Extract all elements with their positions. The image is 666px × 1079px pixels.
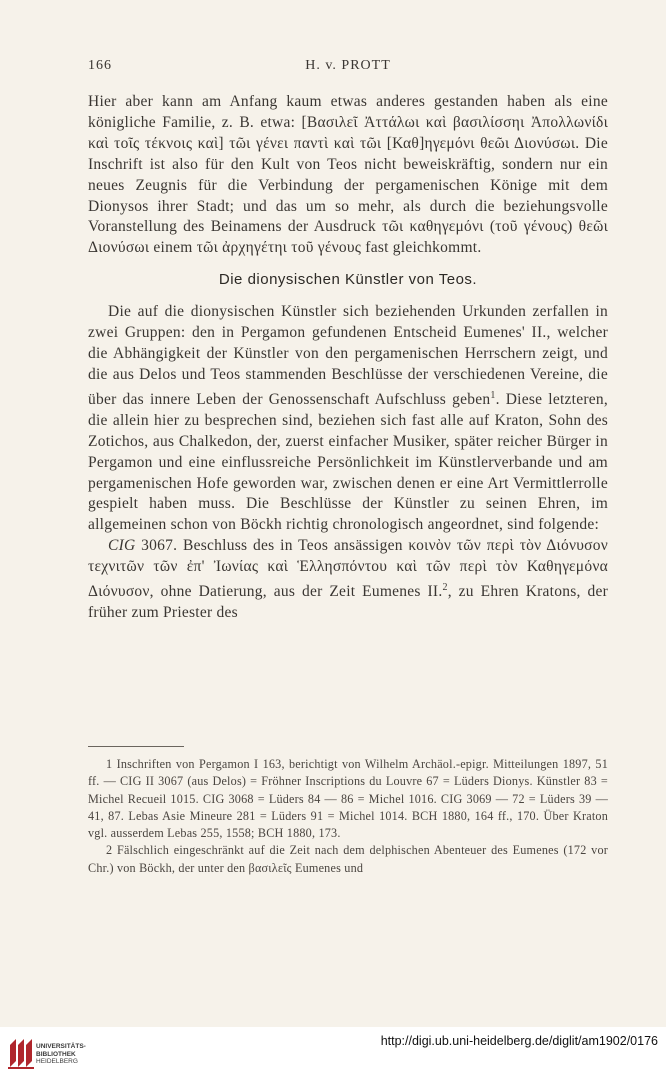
library-name-line-2: BIBLIOTHEK [36, 1050, 76, 1058]
footnote-marker-1[interactable]: 1 [490, 389, 496, 401]
paragraph-2 [88, 302, 608, 536]
footnote-1: 1 Inschriften von Pergamon I 163, berichtigt von Wilhelm Archäol.-epigr. Mitteilungen 1897, 51 ff. — CIG II 3067 (aus Delos) = Fröhner Inscriptions du Louvre 67 = Lüders Dionys. Künstler 83 = Michel Recueil 1015. CIG 3068 = Lüders 84 — 86 = Michel 1016. CIG 3069 — 72 = Lüders 39 — 41, 87. Lebas Asie Mineure 281 = Lüders 91 = Michel 1014. BCH 1880, 164 ff., 170. Über Kraton vgl. ausserdem Lebas 255, 1558; BCH 1880, 173. [88, 757, 608, 841]
permalink-url[interactable]: http://digi.ub.uni-heidelberg.de/diglit/am1902/0176 [380, 1034, 658, 1048]
running-head: H. v. PROTT [305, 58, 391, 73]
paragraph-3-text-a: 3067. Beschluss des in Teos ansässigen κοινὸν τῶν περὶ τὸν Διόνυσον τεχνιτῶν τῶν ἐπ' Ἰωνίας καὶ Ἑλλησπόντου καὶ τῶν περὶ τὸν Καθηγεμόνα Διόνυσον, ohne Datierung, aus der Zeit Eumenes II. [88, 537, 608, 601]
library-name [36, 1043, 86, 1066]
paragraph-3 [88, 536, 608, 624]
page-header [88, 58, 608, 80]
library-logo[interactable] [8, 1037, 88, 1071]
cig-abbrev: CIG [108, 537, 136, 555]
viewer-footer [0, 1027, 666, 1079]
library-name-line-1: UNIVERSITÄTS- [36, 1043, 86, 1050]
footnote-2: 2 Fälschlich eingeschränkt auf die Zeit nach dem delphischen Abenteuer des Eumenes (172 vor Chr.) von Böckh, der unter den βασιλεῖς Eumenes und [88, 843, 608, 875]
paragraph-3-text-b: , zu Ehren Kratons, der früher zum Priester des [88, 583, 609, 622]
footnote-marker-2[interactable]: 2 [442, 582, 448, 594]
paragraph-1: Hier aber kann am Anfang kaum etwas anderes gestanden haben als eine königliche Familie, z. B. etwa: [Βασιλεῖ Ἀττάλωι καὶ βασιλίσσηι Ἀπολλωνίδι καὶ τοῖς τέκνοις καὶ] τῶι γένει παντὶ καὶ τῶι [Καθ]ηγεμόνι θεῶι Διονύσωι. Die Inschrift ist also für den Kult von Teos nicht beweiskräftig, sondern nur ein neues Zeugnis für die Verbindung der pergamenischen Könige mit dem Dionysos ihrer Stadt; und das um so mehr, als durch die beziehungsvolle Voranstellung des Beinamens der Ausdruck τῶι καθηγεμόνι (τοῦ γένους) θεῶι Διονύσωι einem τῶι ἀρχηγέτηι τοῦ γένους fast gleichkommt. [88, 93, 608, 257]
library-seal-icon [8, 1037, 34, 1069]
footnotes [88, 756, 608, 877]
library-name-line-3: HEIDELBERG [36, 1058, 78, 1065]
main-text [88, 92, 608, 624]
paragraph-2-text-a: Die auf die dionysischen Künstler sich beziehenden Urkunden zerfallen in zwei Gruppen: den in Pergamon gefundenen Entscheid Eumenes' II., welcher die Abhängigkeit der Künstler von den pergamenischen Herrschern zeigt, und die aus Delos und Teos stammenden Beschlüsse der verschiedenen Vereine, die über das innere Leben der Genossenschaft Aufschluss geben [88, 303, 608, 408]
footnote-divider [88, 746, 184, 747]
section-heading: Die dionysischen Künstler von Teos. [218, 271, 478, 289]
paragraph-2-text-b: . Diese letzteren, die allein hier zu besprechen sind, beziehen sich fast alle auf Kraton, Sohn des Zotichos, aus Chalkedon, der, zuerst einfacher Musiker, später reicher Bürger in Pergamon und eine einflussreiche Persönlichkeit im Künstlerverbande und am pergamenischen Hofe geworden war, zwischen denen er eine Art Vermittlerrolle gespielt haben muss. Die Beschlüsse der Künstler zu seinen Ehren, im allgemeinen schon von Böckh richtig chronologisch angeordnet, sind folgende: [88, 390, 608, 534]
page-number: 166 [88, 58, 112, 73]
